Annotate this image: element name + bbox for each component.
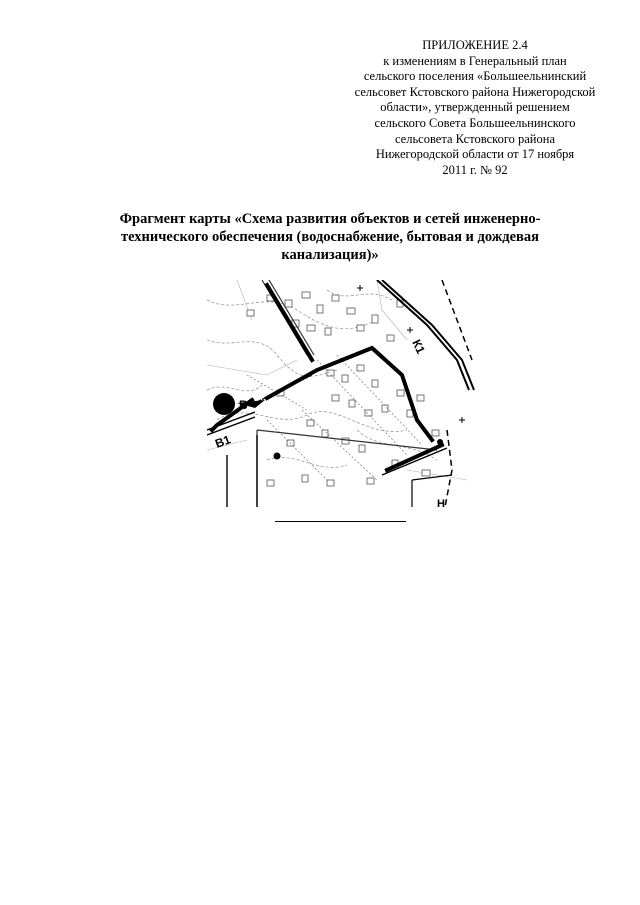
appendix-line: сельского Совета Большеельнинского: [374, 115, 576, 130]
appendix-line: Нижегородской области от 17 ноября: [375, 147, 575, 162]
appendix-number: ПРИЛОЖЕНИЕ 2.4: [422, 38, 528, 52]
appendix-header: [330, 38, 620, 178]
map-fragment: [207, 280, 477, 507]
appendix-line: сельсовета Кстовского района: [394, 131, 555, 146]
divider-line: [275, 521, 406, 522]
document-title: [100, 210, 560, 264]
label-water1: В1: [213, 432, 233, 451]
appendix-line: области», утвержденный решением: [380, 100, 570, 115]
appendix-line: сельсовет Кстовского района Нижегородской: [354, 84, 596, 99]
appendix-line: к изменениям в Генеральный план: [383, 53, 567, 68]
label-water: В: [239, 398, 248, 412]
title-line: канализация)»: [281, 247, 379, 263]
map-image: [207, 280, 477, 507]
title-line: технического обеспечения (водоснабжение, бытовая и дождевая: [121, 229, 539, 245]
label-sewer1: К1: [409, 337, 428, 356]
appendix-date-line: 2011 г. № 92: [442, 162, 508, 177]
title-line: Фрагмент карты «Схема развития объектов и сетей инженерно-: [119, 211, 541, 227]
label-rain: Н: [437, 498, 445, 507]
appendix-line: сельского поселения «Большеельнинский: [363, 69, 587, 84]
